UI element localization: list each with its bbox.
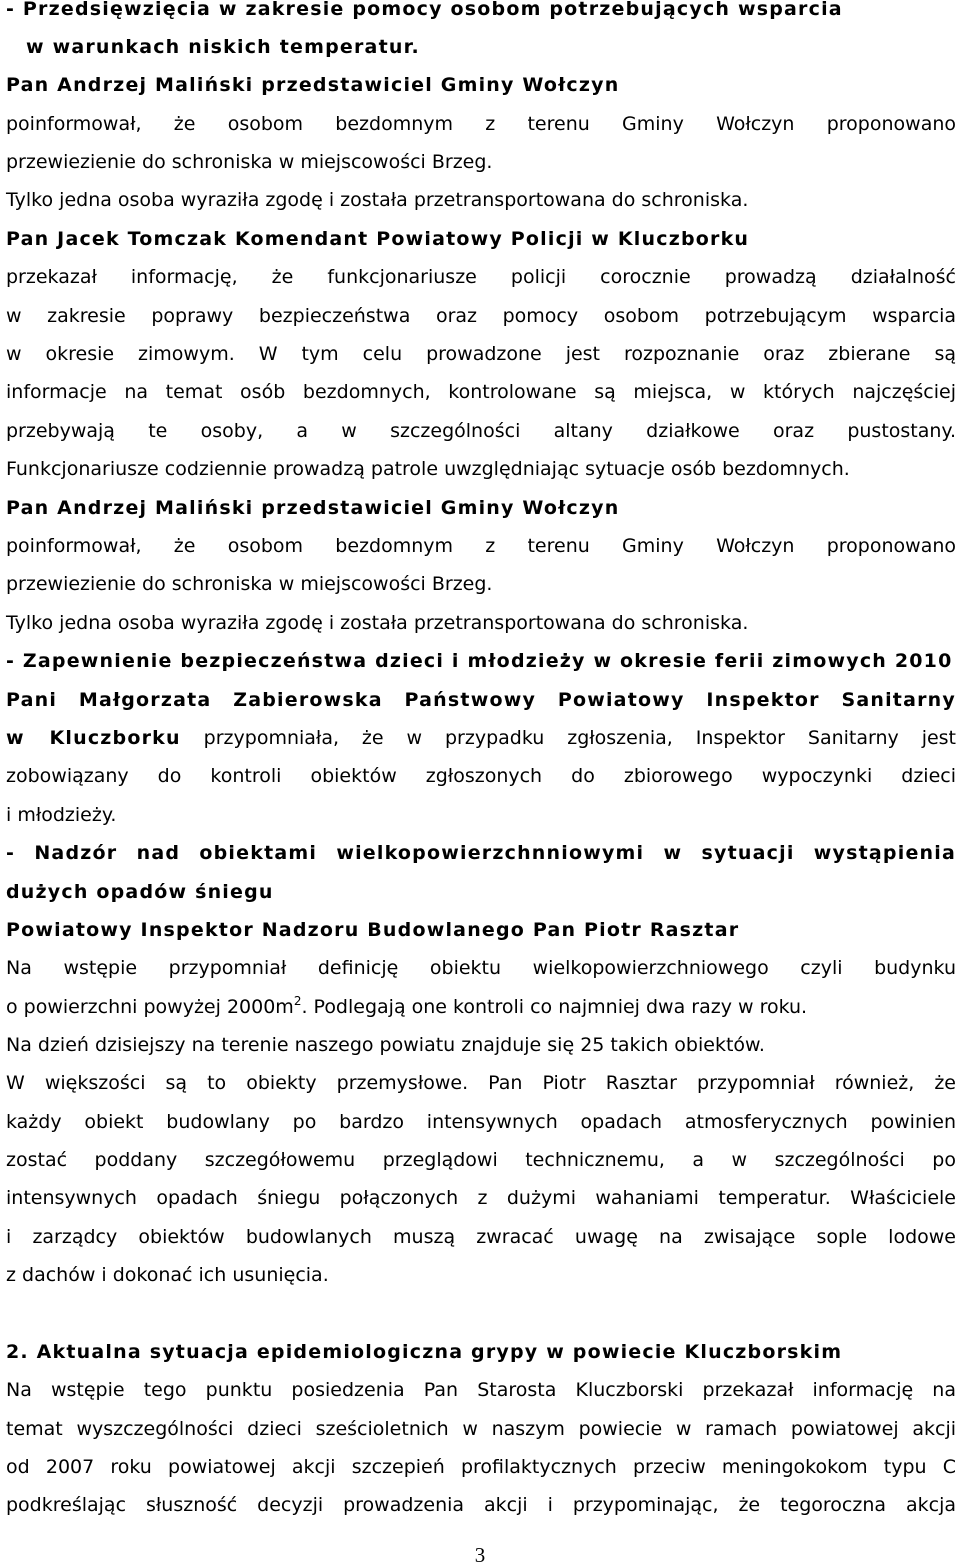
paragraph-line: przewiezienie do schroniska w miejscowości Brzeg. <box>6 151 493 173</box>
paragraph-line: z dachów i dokonać ich usunięcia. <box>6 1264 329 1286</box>
section-heading-large-buildings: - Nadzór nad obiektami wielkopowierzchnniowymi w sytuacji wystąpienia <box>6 842 956 864</box>
superscript: 2 <box>293 994 302 1008</box>
paragraph-line: Tylko jedna osoba wyraziła zgodę i została przetransportowana do schroniska. <box>6 612 749 634</box>
paragraph-line: przewiezienie do schroniska w miejscowości Brzeg. <box>6 573 493 595</box>
paragraph-line: podkreślając słuszność decyzji prowadzenia akcji i przypominając, że tegoroczna akcja <box>6 1494 956 1516</box>
paragraph-line: w zakresie poprawy bezpieczeństwa oraz pomocy osobom potrzebującym wsparcia <box>6 305 956 327</box>
speaker-malinski: Pan Andrzej Maliński przedstawiciel Gminy Wołczyn <box>6 74 620 96</box>
paragraph-line: Na wstępie przypomniał definicję obiektu wielkopowierzchniowego czyli budynku <box>6 957 956 979</box>
section-heading-large-buildings-cont: dużych opadów śniegu <box>6 881 274 903</box>
paragraph-line: i młodzieży. <box>6 804 117 826</box>
paragraph-line: Funkcjonariusze codziennie prowadzą patrole uwzględniając sytuacje osób bezdomnych. <box>6 458 850 480</box>
paragraph-line: każdy obiekt budowlany po bardzo intensywnych opadach atmosferycznych powinien <box>6 1111 956 1133</box>
paragraph-line: temat wyszczególności dzieci sześcioletnich w naszym powiecie w ramach powiatowej akcji <box>6 1418 956 1440</box>
paragraph-text: przypomniała, że w przypadku zgłoszenia, Inspektor Sanitarny jest <box>203 727 957 749</box>
paragraph-line: intensywnych opadach śniegu połączonych z dużymi wahaniami temperatur. Właściciele <box>6 1187 956 1209</box>
paragraph-line: zostać poddany szczegółowemu przeglądowi technicznemu, a w szczególności po <box>6 1149 956 1171</box>
paragraph-line: poinformował, że osobom bezdomnym z terenu Gminy Wołczyn proponowano <box>6 535 956 557</box>
speaker-malinski: Pan Andrzej Maliński przedstawiciel Gminy Wołczyn <box>6 497 620 519</box>
paragraph-line: zobowiązany do kontroli obiektów zgłoszonych do zbiorowego wypoczynki dzieci <box>6 765 956 787</box>
section-heading-winter-help-cont: w warunkach niskich temperatur. <box>26 36 420 58</box>
section-heading-winter-holidays: - Zapewnienie bezpieczeństwa dzieci i młodzieży w okresie ferii zimowych 2010 <box>6 650 953 672</box>
section-heading-flu: 2. Aktualna sytuacja epidemiologiczna grypy w powiecie Kluczborskim <box>6 1341 843 1363</box>
paragraph-line: Na dzień dzisiejszy na terenie naszego powiatu znajduje się 25 takich obiektów. <box>6 1034 765 1056</box>
page-number: 3 <box>474 1543 486 1567</box>
paragraph-line: informacje na temat osób bezdomnych, kontrolowane są miejsca, w których najczęściej <box>6 381 956 403</box>
paragraph-line: i zarządcy obiektów budowlanych muszą zwracać uwagę na zwisające sople lodowe <box>6 1226 956 1248</box>
paragraph-line: Tylko jedna osoba wyraziła zgodę i została przetransportowana do schroniska. <box>6 189 749 211</box>
paragraph-line: od 2007 roku powiatowej akcji szczepień profilaktycznych przeciw meningokokom typu C <box>6 1456 956 1478</box>
paragraph-line <box>6 726 956 750</box>
speaker-rasztar: Powiatowy Inspektor Nadzoru Budowlanego Pan Piotr Rasztar <box>6 919 740 941</box>
speaker-location: w Kluczborku <box>6 727 181 749</box>
speaker-zabierowska: Pani Małgorzata Zabierowska Państwowy Powiatowy Inspektor Sanitarny <box>6 689 956 711</box>
paragraph-line: o powierzchni powyżej $2000m^2$. Podlegają one kontroli co najmniej dwa razy w roku. <box>6 994 808 1018</box>
section-heading-winter-help: - Przedsięwzięcia w zakresie pomocy osobom potrzebujących wsparcia <box>6 0 843 20</box>
paragraph-line: przebywają te osoby, a w szczególności altany działkowe oraz pustostany. <box>6 420 956 442</box>
paragraph-line: W większości są to obiekty przemysłowe. Pan Piotr Rasztar przypomniał również, że <box>6 1072 956 1094</box>
paragraph-line: w okresie zimowym. W tym celu prowadzone jest rozpoznanie oraz zbierane są <box>6 343 956 365</box>
speaker-tomczak: Pan Jacek Tomczak Komendant Powiatowy Policji w Kluczborku <box>6 228 750 250</box>
paragraph-line: Na wstępie tego punktu posiedzenia Pan Starosta Kluczborski przekazał informację na <box>6 1379 956 1401</box>
paragraph-line: przekazał informację, że funkcjonariusze policji corocznie prowadzą działalność <box>6 266 956 288</box>
paragraph-line: poinformował, że osobom bezdomnym z terenu Gminy Wołczyn proponowano <box>6 113 956 135</box>
